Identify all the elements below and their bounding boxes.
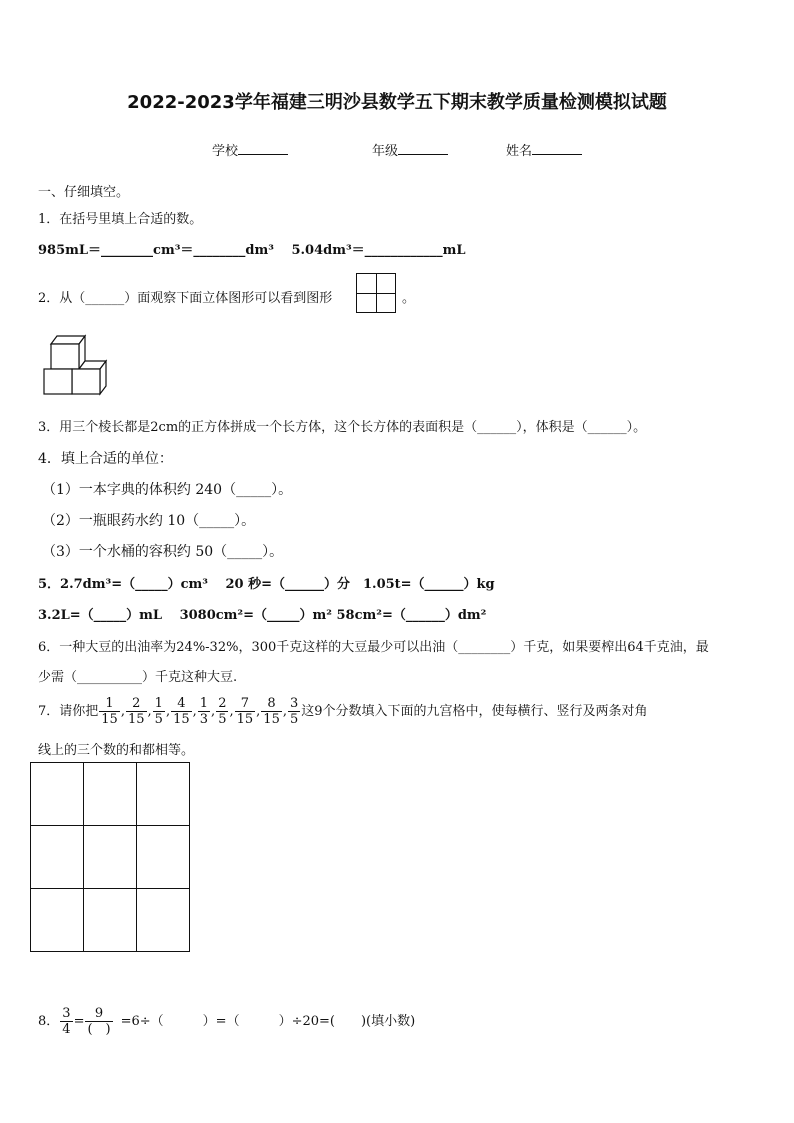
fraction xyxy=(60,1006,72,1037)
q8-label: 8． xyxy=(38,1014,60,1029)
grid-cell[interactable] xyxy=(137,763,190,826)
q8-equals: = xyxy=(73,1014,85,1029)
fraction-num: 1 xyxy=(99,696,120,712)
grid-cell[interactable] xyxy=(84,889,137,952)
fraction-den: 15 xyxy=(101,712,118,727)
fraction-num: 7 xyxy=(235,696,256,712)
q6-line-1: 6．一种大豆的出油率为24%-32%，300千克这样的大豆最少可以出油（________）千克，如果要榨出64千克油，最 xyxy=(38,640,709,655)
grid-cell[interactable] xyxy=(84,763,137,826)
grid-cell[interactable] xyxy=(137,826,190,889)
school-field[interactable] xyxy=(212,140,288,159)
q1-line: 985mL＝________cm³＝________dm³ 5.04dm³＝____________mL xyxy=(38,243,466,258)
fraction-num: 1 xyxy=(154,696,163,711)
grid-cell[interactable] xyxy=(31,826,84,889)
page-title: 2022-2023学年福建三明沙县数学五下期末教学质量检测模拟试题 xyxy=(127,92,667,113)
fraction-den: 5 xyxy=(218,712,227,727)
magic-square-grid xyxy=(30,762,190,952)
q4-item-1: （1）一本字典的体积约 240（_____）。 xyxy=(42,482,293,498)
name-field[interactable] xyxy=(506,140,582,159)
q5-line-1: 5．2.7dm³=（_____）cm³ 20 秒=（______）分 1.05t=（______）kg xyxy=(38,577,495,592)
fraction xyxy=(85,1006,112,1037)
fraction-den: 15 xyxy=(127,712,145,727)
fraction-num: 2 xyxy=(218,696,227,711)
view-grid-icon xyxy=(356,273,396,313)
fraction xyxy=(288,696,300,727)
name-blank[interactable] xyxy=(532,142,582,155)
fraction-num: 2 xyxy=(126,696,147,712)
fraction xyxy=(261,696,282,727)
q4-text: 4．填上合适的单位： xyxy=(38,451,173,467)
q3-text: 3．用三个棱长都是2cm的正方体拼成一个长方体，这个长方体的表面积是（______），体积是（______）。 xyxy=(38,420,647,435)
fraction xyxy=(99,696,120,727)
fraction-den: 5 xyxy=(154,712,163,727)
q7-line-2: 线上的三个数的和都相等。 xyxy=(38,743,195,758)
fraction-num: 9 xyxy=(85,1006,112,1022)
grade-field[interactable] xyxy=(372,140,448,159)
grade-blank[interactable] xyxy=(398,142,448,155)
grid-cell[interactable] xyxy=(31,763,84,826)
section-heading: 一、仔细填空。 xyxy=(38,185,130,200)
q7-line-1: 7．请你把 $\frac{1}{15}$ , $\frac{2}{15}$ , $\frac{1}{5}$ , $\frac{4}{15}$ , $\frac{1}{3}$ , $\frac{2}{5}$ , $\frac{7}{15}$ , $\frac{8}{15}$ , $\frac{3}{5}$ 这9个分数填入下面的九宫格中，使每横行、竖行及两条对角 xyxy=(38,696,648,727)
fraction xyxy=(216,696,228,727)
fraction-num: 1 xyxy=(199,696,209,711)
school-blank[interactable] xyxy=(238,142,288,155)
fraction xyxy=(235,696,256,727)
q8-line xyxy=(38,1002,415,1042)
grid-cell[interactable] xyxy=(31,889,84,952)
fraction-num: 4 xyxy=(171,696,192,712)
q4-item-2: （2）一瓶眼药水约 10（_____）。 xyxy=(42,513,256,529)
cube-stack-figure xyxy=(40,332,110,398)
q7-suffix: 这9个分数填入下面的九宫格中，使每横行、竖行及两条对角 xyxy=(301,704,648,719)
fraction-den: 3 xyxy=(199,712,209,727)
q2-text: 2．从（______）面观察下面立体图形可以看到图形 xyxy=(38,291,333,306)
fraction-num: 3 xyxy=(62,1006,71,1021)
q8-rest: =6÷（ ）=（ ）÷20=( )(填小数) xyxy=(120,1014,416,1029)
fraction-num: 8 xyxy=(261,696,282,712)
q1-text: 1．在括号里填上合适的数。 xyxy=(38,212,203,227)
school-label: 学校 xyxy=(212,144,239,159)
grade-label: 年级 xyxy=(372,144,399,159)
q4-item-3: （3）一个水桶的容积约 50（_____）。 xyxy=(42,544,284,560)
fraction xyxy=(198,696,210,727)
fraction xyxy=(126,696,147,727)
fraction-den: ( ) xyxy=(87,1022,111,1037)
fraction xyxy=(153,696,165,727)
q6-line-2: 少需（__________）千克这种大豆. xyxy=(38,670,238,685)
q2-end: 。 xyxy=(402,291,416,306)
name-label: 姓名 xyxy=(506,144,533,159)
fraction-den: 4 xyxy=(62,1022,71,1037)
grid-cell[interactable] xyxy=(137,889,190,952)
fraction-num: 3 xyxy=(289,696,299,711)
fraction-den: 15 xyxy=(173,712,190,727)
fraction-den: 15 xyxy=(236,712,254,727)
q7-prefix: 7．请你把 xyxy=(38,704,99,719)
fraction-den: 5 xyxy=(289,712,299,727)
q5-line-2: 3.2L=（_____）mL 3080cm²=（_____）m² 58cm²=（______）dm² xyxy=(38,608,487,623)
fraction xyxy=(171,696,192,727)
fraction-den: 15 xyxy=(263,712,280,727)
grid-cell[interactable] xyxy=(84,826,137,889)
